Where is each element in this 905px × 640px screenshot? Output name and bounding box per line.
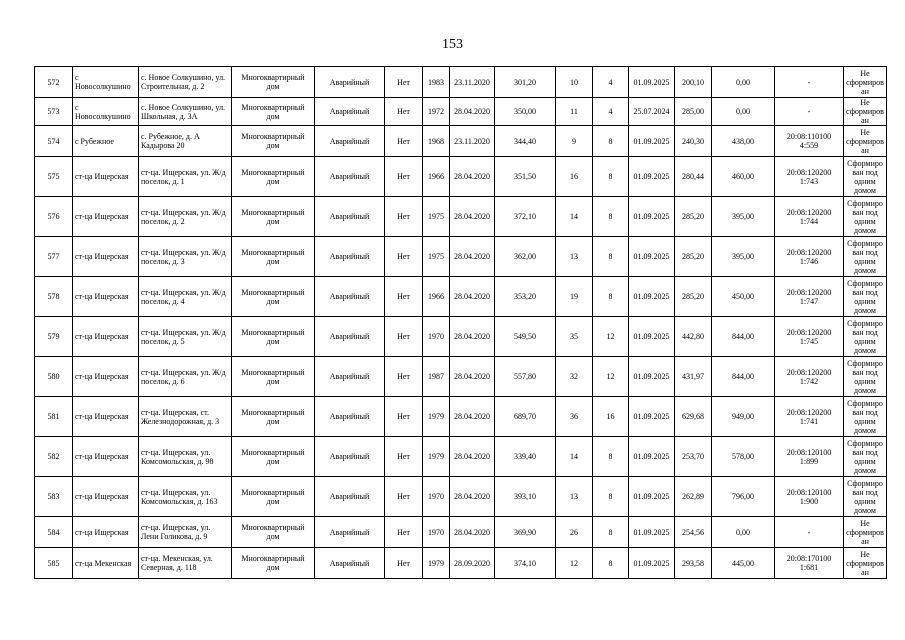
land-status-cell: Не сформирован <box>844 517 887 548</box>
flag-cell: Нет <box>385 437 423 477</box>
total-area-cell: 393,10 <box>495 477 556 517</box>
cadastral-number-cell: 20:08:120100 1:900 <box>775 477 844 517</box>
cadastral-number-cell: 20:08:170100 1:681 <box>775 548 844 579</box>
cadastral-number-cell: - <box>775 67 844 98</box>
flag-cell: Нет <box>385 67 423 98</box>
residents-count-cell: 26 <box>556 517 593 548</box>
land-status-cell: Сформирован под одним домом <box>844 197 887 237</box>
table-row <box>35 197 887 237</box>
cadastral-number-cell: 20:08:110100 4:559 <box>775 126 844 157</box>
total-area-cell: 369,90 <box>495 517 556 548</box>
page-number: 153 <box>442 37 463 52</box>
condition-cell: Аварийный <box>315 277 385 317</box>
recognition-date-cell: 28.04.2020 <box>450 197 495 237</box>
settlement-cell: ст-ца Ищерская <box>73 437 139 477</box>
settlement-cell: ст-ца Ищерская <box>73 197 139 237</box>
settlement-cell: с Новосолкушино <box>73 67 139 98</box>
land-status-cell: Сформирован под одним домом <box>844 357 887 397</box>
address-cell: ст-ца. Ищерская, ул. Ж/д поселок, д. 1 <box>139 157 232 197</box>
planned-date-cell: 01.09.2025 <box>629 548 675 579</box>
condition-cell: Аварийный <box>315 67 385 98</box>
year-built-cell: 1970 <box>423 477 450 517</box>
residents-count-cell: 13 <box>556 477 593 517</box>
address-cell: с. Новое Солкушино, ул. Строительная, д. 2 <box>139 67 232 98</box>
total-area-cell: 351,50 <box>495 157 556 197</box>
flag-cell: Нет <box>385 237 423 277</box>
row-number-cell: 577 <box>35 237 73 277</box>
table-row <box>35 157 887 197</box>
total-area-cell: 344,40 <box>495 126 556 157</box>
cost-cell: 578,00 <box>712 437 775 477</box>
settlement-cell: ст-ца Ищерская <box>73 317 139 357</box>
address-cell: ст-ца. Ищерская, ул. Комсомольская, д. 98 <box>139 437 232 477</box>
planned-date-cell: 01.09.2025 <box>629 157 675 197</box>
planned-date-cell: 01.09.2025 <box>629 517 675 548</box>
recognition-date-cell: 28.04.2020 <box>450 98 495 126</box>
house-type-cell: Многоквартирный дом <box>232 98 315 126</box>
year-built-cell: 1979 <box>423 397 450 437</box>
residents-count-cell: 32 <box>556 357 593 397</box>
year-built-cell: 1972 <box>423 98 450 126</box>
year-built-cell: 1987 <box>423 357 450 397</box>
condition-cell: Аварийный <box>315 317 385 357</box>
planned-date-cell: 01.09.2025 <box>629 67 675 98</box>
land-status-cell: Сформирован под одним домом <box>844 397 887 437</box>
total-area-cell: 350,00 <box>495 98 556 126</box>
residents-count-cell: 9 <box>556 126 593 157</box>
house-type-cell: Многоквартирный дом <box>232 437 315 477</box>
recognition-date-cell: 28.04.2020 <box>450 277 495 317</box>
condition-cell: Аварийный <box>315 397 385 437</box>
planned-date-cell: 01.09.2025 <box>629 126 675 157</box>
land-status-cell: Сформирован под одним домом <box>844 477 887 517</box>
flats-count-cell: 8 <box>593 237 629 277</box>
flag-cell: Нет <box>385 397 423 437</box>
year-built-cell: 1966 <box>423 157 450 197</box>
year-built-cell: 1975 <box>423 197 450 237</box>
table-row <box>35 397 887 437</box>
house-type-cell: Многоквартирный дом <box>232 157 315 197</box>
land-status-cell: Не сформирован <box>844 67 887 98</box>
table-row <box>35 357 887 397</box>
table-row <box>35 477 887 517</box>
land-status-cell: Не сформирован <box>844 98 887 126</box>
address-cell: ст-ца. Ищерская, ул. Комсомольская, д. 163 <box>139 477 232 517</box>
year-built-cell: 1983 <box>423 67 450 98</box>
land-status-cell: Сформирован под одним домом <box>844 437 887 477</box>
total-area-cell: 374,10 <box>495 548 556 579</box>
residential-area-cell: 285,20 <box>675 197 712 237</box>
cost-cell: 0,00 <box>712 98 775 126</box>
flats-count-cell: 16 <box>593 397 629 437</box>
total-area-cell: 301,20 <box>495 67 556 98</box>
total-area-cell: 353,20 <box>495 277 556 317</box>
cost-cell: 445,00 <box>712 548 775 579</box>
settlement-cell: ст-ца Ищерская <box>73 157 139 197</box>
residential-area-cell: 200,10 <box>675 67 712 98</box>
recognition-date-cell: 28.09.2020 <box>450 548 495 579</box>
flag-cell: Нет <box>385 317 423 357</box>
condition-cell: Аварийный <box>315 477 385 517</box>
table-row <box>35 548 887 579</box>
address-cell: ст-ца. Ищерская, ул. Лени Голикова, д. 9 <box>139 517 232 548</box>
flats-count-cell: 8 <box>593 157 629 197</box>
house-type-cell: Многоквартирный дом <box>232 277 315 317</box>
house-type-cell: Многоквартирный дом <box>232 548 315 579</box>
residential-area-cell: 254,56 <box>675 517 712 548</box>
recognition-date-cell: 28.04.2020 <box>450 157 495 197</box>
settlement-cell: ст-ца Ищерская <box>73 277 139 317</box>
residential-area-cell: 285,20 <box>675 277 712 317</box>
row-number-cell: 581 <box>35 397 73 437</box>
residents-count-cell: 35 <box>556 317 593 357</box>
house-type-cell: Многоквартирный дом <box>232 237 315 277</box>
address-cell: с. Рубежное, д. А Кадырова 20 <box>139 126 232 157</box>
planned-date-cell: 01.09.2025 <box>629 277 675 317</box>
cost-cell: 796,00 <box>712 477 775 517</box>
settlement-cell: ст-ца Ищерская <box>73 237 139 277</box>
table-body <box>35 67 887 579</box>
address-cell: ст-ца. Ищерская, ст. Железнодорожная, д. 3 <box>139 397 232 437</box>
residential-area-cell: 293,58 <box>675 548 712 579</box>
year-built-cell: 1966 <box>423 277 450 317</box>
condition-cell: Аварийный <box>315 437 385 477</box>
flag-cell: Нет <box>385 357 423 397</box>
cadastral-number-cell: 20:08:120200 1:741 <box>775 397 844 437</box>
recognition-date-cell: 23.11.2020 <box>450 67 495 98</box>
condition-cell: Аварийный <box>315 126 385 157</box>
planned-date-cell: 01.09.2025 <box>629 477 675 517</box>
house-type-cell: Многоквартирный дом <box>232 126 315 157</box>
address-cell: с. Новое Солкушино, ул. Школьная, д. 3А <box>139 98 232 126</box>
house-type-cell: Многоквартирный дом <box>232 517 315 548</box>
settlement-cell: ст-ца Мекенская <box>73 548 139 579</box>
recognition-date-cell: 28.04.2020 <box>450 437 495 477</box>
row-number-cell: 575 <box>35 157 73 197</box>
flag-cell: Нет <box>385 157 423 197</box>
planned-date-cell: 01.09.2025 <box>629 397 675 437</box>
residents-count-cell: 12 <box>556 548 593 579</box>
residential-area-cell: 280,44 <box>675 157 712 197</box>
flag-cell: Нет <box>385 197 423 237</box>
cost-cell: 395,00 <box>712 197 775 237</box>
flag-cell: Нет <box>385 548 423 579</box>
land-status-cell: Не сформирован <box>844 126 887 157</box>
cadastral-number-cell: - <box>775 98 844 126</box>
cost-cell: 438,00 <box>712 126 775 157</box>
total-area-cell: 689,70 <box>495 397 556 437</box>
table-row <box>35 237 887 277</box>
address-cell: ст-ца. Ищерская, ул. Ж/д поселок, д. 2 <box>139 197 232 237</box>
cost-cell: 460,00 <box>712 157 775 197</box>
total-area-cell: 362,00 <box>495 237 556 277</box>
flats-count-cell: 12 <box>593 317 629 357</box>
cadastral-number-cell: 20:08:120100 1:899 <box>775 437 844 477</box>
cadastral-number-cell: 20:08:120200 1:743 <box>775 157 844 197</box>
flats-count-cell: 12 <box>593 357 629 397</box>
row-number-cell: 574 <box>35 126 73 157</box>
residents-count-cell: 14 <box>556 197 593 237</box>
row-number-cell: 579 <box>35 317 73 357</box>
table-row <box>35 126 887 157</box>
land-status-cell: Сформирован под одним домом <box>844 237 887 277</box>
planned-date-cell: 01.09.2025 <box>629 357 675 397</box>
house-type-cell: Многоквартирный дом <box>232 67 315 98</box>
cadastral-number-cell: 20:08:120200 1:742 <box>775 357 844 397</box>
address-cell: ст-ца. Ищерская, ул. Ж/д поселок, д. 4 <box>139 277 232 317</box>
row-number-cell: 573 <box>35 98 73 126</box>
residential-area-cell: 431,97 <box>675 357 712 397</box>
recognition-date-cell: 23.11.2020 <box>450 126 495 157</box>
total-area-cell: 549,50 <box>495 317 556 357</box>
table-row <box>35 67 887 98</box>
residents-count-cell: 36 <box>556 397 593 437</box>
year-built-cell: 1975 <box>423 237 450 277</box>
residential-area-cell: 285,20 <box>675 237 712 277</box>
cadastral-number-cell: 20:08:120200 1:747 <box>775 277 844 317</box>
land-status-cell: Сформирован под одним домом <box>844 157 887 197</box>
row-number-cell: 578 <box>35 277 73 317</box>
recognition-date-cell: 28.04.2020 <box>450 237 495 277</box>
residents-count-cell: 11 <box>556 98 593 126</box>
flats-count-cell: 8 <box>593 548 629 579</box>
house-type-cell: Многоквартирный дом <box>232 397 315 437</box>
planned-date-cell: 01.09.2025 <box>629 237 675 277</box>
condition-cell: Аварийный <box>315 548 385 579</box>
cost-cell: 0,00 <box>712 517 775 548</box>
cost-cell: 395,00 <box>712 237 775 277</box>
recognition-date-cell: 28.04.2020 <box>450 517 495 548</box>
year-built-cell: 1968 <box>423 126 450 157</box>
condition-cell: Аварийный <box>315 517 385 548</box>
flag-cell: Нет <box>385 517 423 548</box>
address-cell: ст-ца. Ищерская, ул. Ж/д поселок, д. 5 <box>139 317 232 357</box>
planned-date-cell: 01.09.2025 <box>629 317 675 357</box>
flats-count-cell: 8 <box>593 477 629 517</box>
condition-cell: Аварийный <box>315 98 385 126</box>
residential-area-cell: 253,70 <box>675 437 712 477</box>
cost-cell: 450,00 <box>712 277 775 317</box>
settlement-cell: ст-ца Ищерская <box>73 477 139 517</box>
recognition-date-cell: 28.04.2020 <box>450 317 495 357</box>
row-number-cell: 572 <box>35 67 73 98</box>
flag-cell: Нет <box>385 477 423 517</box>
table-row <box>35 437 887 477</box>
table-row <box>35 517 887 548</box>
planned-date-cell: 25.07.2024 <box>629 98 675 126</box>
table-row <box>35 317 887 357</box>
residential-area-cell: 442,80 <box>675 317 712 357</box>
total-area-cell: 339,40 <box>495 437 556 477</box>
housing-registry-table <box>34 66 887 579</box>
recognition-date-cell: 28.04.2020 <box>450 397 495 437</box>
flats-count-cell: 8 <box>593 277 629 317</box>
cadastral-number-cell: 20:08:120200 1:746 <box>775 237 844 277</box>
settlement-cell: ст-ца Ищерская <box>73 357 139 397</box>
residents-count-cell: 19 <box>556 277 593 317</box>
flats-count-cell: 4 <box>593 67 629 98</box>
residents-count-cell: 10 <box>556 67 593 98</box>
land-status-cell: Не сформирован <box>844 548 887 579</box>
house-type-cell: Многоквартирный дом <box>232 197 315 237</box>
house-type-cell: Многоквартирный дом <box>232 317 315 357</box>
cadastral-number-cell: 20:08:120200 1:744 <box>775 197 844 237</box>
land-status-cell: Сформирован под одним домом <box>844 317 887 357</box>
cost-cell: 844,00 <box>712 357 775 397</box>
residential-area-cell: 240,30 <box>675 126 712 157</box>
row-number-cell: 576 <box>35 197 73 237</box>
residents-count-cell: 14 <box>556 437 593 477</box>
planned-date-cell: 01.09.2025 <box>629 197 675 237</box>
planned-date-cell: 01.09.2025 <box>629 437 675 477</box>
cost-cell: 0,00 <box>712 67 775 98</box>
cost-cell: 844,00 <box>712 317 775 357</box>
condition-cell: Аварийный <box>315 357 385 397</box>
settlement-cell: с Рубежное <box>73 126 139 157</box>
flag-cell: Нет <box>385 98 423 126</box>
condition-cell: Аварийный <box>315 197 385 237</box>
settlement-cell: ст-ца Ищерская <box>73 517 139 548</box>
row-number-cell: 583 <box>35 477 73 517</box>
residents-count-cell: 16 <box>556 157 593 197</box>
settlement-cell: с Новосолкушино <box>73 98 139 126</box>
flats-count-cell: 8 <box>593 197 629 237</box>
flats-count-cell: 8 <box>593 517 629 548</box>
recognition-date-cell: 28.04.2020 <box>450 477 495 517</box>
recognition-date-cell: 28.04.2020 <box>450 357 495 397</box>
flats-count-cell: 8 <box>593 437 629 477</box>
residents-count-cell: 13 <box>556 237 593 277</box>
address-cell: ст-ца. Ищерская, ул. Ж/д поселок, д. 6 <box>139 357 232 397</box>
year-built-cell: 1979 <box>423 548 450 579</box>
flats-count-cell: 8 <box>593 126 629 157</box>
condition-cell: Аварийный <box>315 237 385 277</box>
condition-cell: Аварийный <box>315 157 385 197</box>
settlement-cell: ст-ца Ищерская <box>73 397 139 437</box>
year-built-cell: 1979 <box>423 437 450 477</box>
house-type-cell: Многоквартирный дом <box>232 357 315 397</box>
table-row <box>35 277 887 317</box>
table-row <box>35 98 887 126</box>
residential-area-cell: 629,68 <box>675 397 712 437</box>
year-built-cell: 1970 <box>423 517 450 548</box>
year-built-cell: 1970 <box>423 317 450 357</box>
total-area-cell: 372,10 <box>495 197 556 237</box>
row-number-cell: 585 <box>35 548 73 579</box>
residential-area-cell: 285,00 <box>675 98 712 126</box>
row-number-cell: 582 <box>35 437 73 477</box>
cadastral-number-cell: - <box>775 517 844 548</box>
address-cell: ст-ца. Ищерская, ул. Ж/д поселок, д. 3 <box>139 237 232 277</box>
flag-cell: Нет <box>385 277 423 317</box>
flats-count-cell: 4 <box>593 98 629 126</box>
cadastral-number-cell: 20:08:120200 1:745 <box>775 317 844 357</box>
flag-cell: Нет <box>385 126 423 157</box>
row-number-cell: 584 <box>35 517 73 548</box>
total-area-cell: 557,80 <box>495 357 556 397</box>
address-cell: ст-ца. Мекенская, ул. Северная, д. 118 <box>139 548 232 579</box>
house-type-cell: Многоквартирный дом <box>232 477 315 517</box>
cost-cell: 949,00 <box>712 397 775 437</box>
land-status-cell: Сформирован под одним домом <box>844 277 887 317</box>
row-number-cell: 580 <box>35 357 73 397</box>
residential-area-cell: 262,89 <box>675 477 712 517</box>
